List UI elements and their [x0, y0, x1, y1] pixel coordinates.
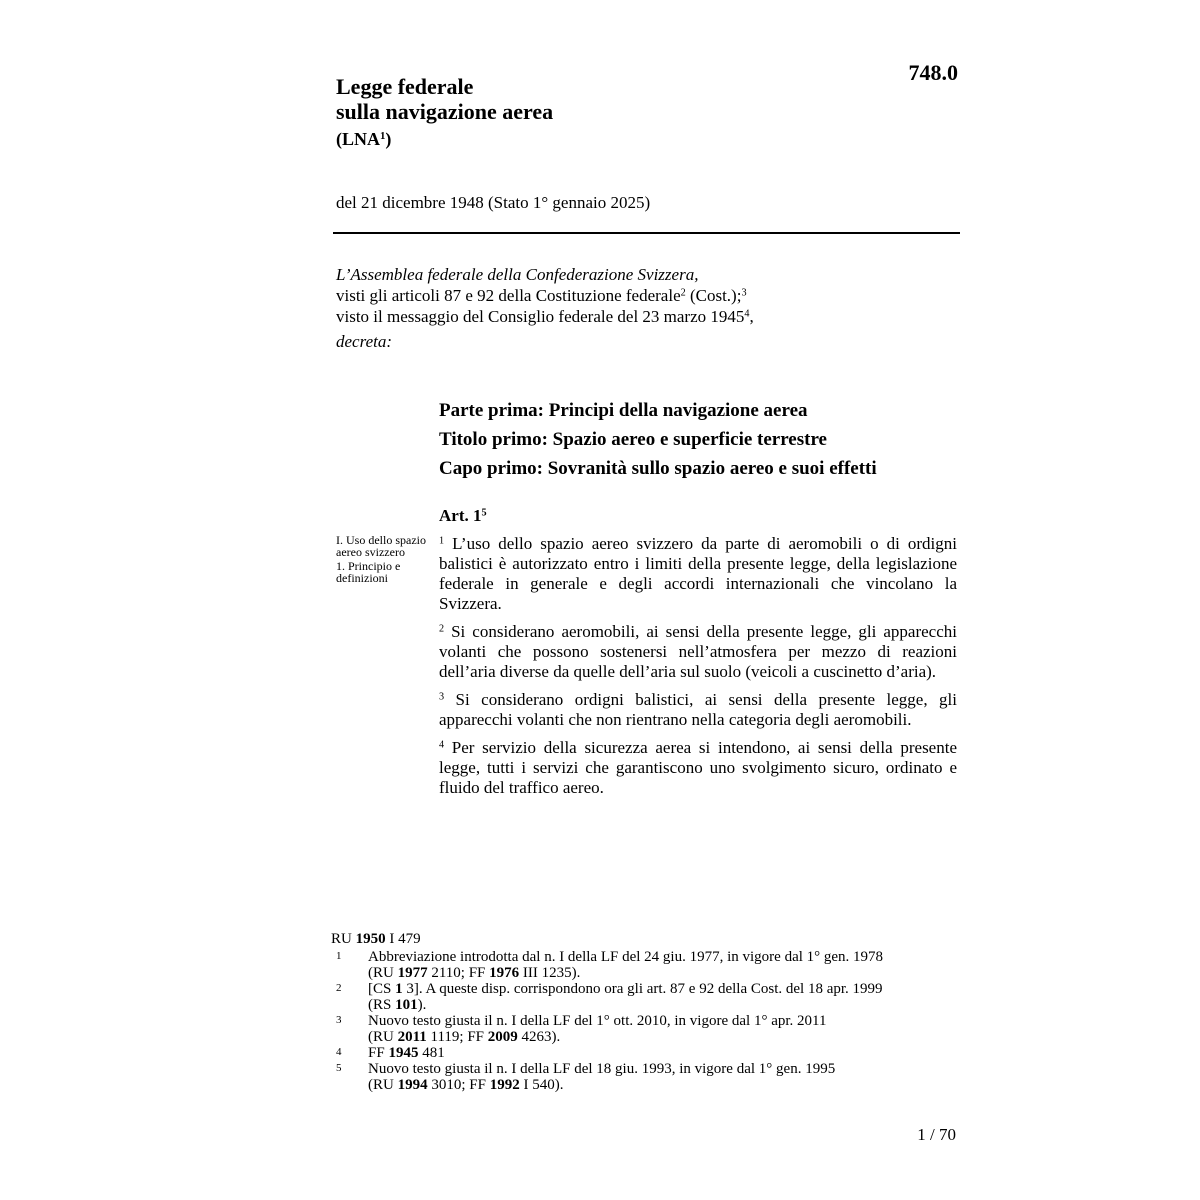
- source-rest: I 479: [385, 931, 421, 947]
- paragraph-number: 3: [439, 691, 445, 703]
- article-title: [439, 506, 487, 526]
- footnote-2: [331, 981, 961, 1013]
- preamble-message-end: ,: [749, 307, 754, 326]
- source-prefix: RU: [331, 931, 356, 947]
- citation-year: 2009: [487, 1029, 518, 1045]
- paragraph-text: Si considerano aeromobili, ai sensi della presente legge, gli apparecchi volanti che possono sostenersi nell’atmosfera per mezzo di reazioni dell’aria diverse da quelle dell’aria sul suolo (veicoli a cuscinetto d’aria).: [439, 622, 957, 681]
- publication-source: [331, 931, 961, 947]
- citation-year: 1994: [397, 1077, 428, 1093]
- citation-part: FF: [368, 1045, 389, 1061]
- citation-year: 1992: [489, 1077, 520, 1093]
- footnote-citation: [368, 1045, 961, 1061]
- footnote-4: [331, 1045, 961, 1061]
- footnote-number: 5: [336, 1062, 342, 1074]
- margin-notes: [336, 534, 428, 586]
- footnote-citation: [368, 1029, 961, 1045]
- citation-year: 1976: [489, 965, 520, 981]
- footnotes: [331, 931, 961, 1093]
- preamble-assembly: L’Assemblea federale della Confederazione Svizzera,: [336, 265, 699, 284]
- margin-note: I. Uso dello spazio aereo svizzero: [336, 533, 426, 559]
- footnote-citation: [368, 1077, 961, 1093]
- preamble-constitution-text: visti gli articoli 87 e 92 della Costituzione federale: [336, 286, 681, 305]
- citation-bold: 101: [395, 997, 418, 1013]
- title-heading: Titolo primo: Spazio aereo e superficie terrestre: [439, 429, 827, 450]
- title-line-2: sulla navigazione aerea: [336, 99, 554, 124]
- citation-part: III 1235).: [519, 965, 581, 981]
- footnote-number: 4: [336, 1046, 342, 1058]
- footnote-number: 1: [336, 950, 342, 962]
- citation-part: I 540).: [519, 1077, 564, 1093]
- preamble: [336, 264, 956, 352]
- citation-part: 2110; FF: [427, 965, 490, 981]
- citation-part: (RU: [368, 1077, 398, 1093]
- document-title: [336, 74, 553, 124]
- source-year: 1950: [355, 931, 386, 947]
- margin-note: 1. Principio e definizioni: [336, 559, 401, 585]
- abbreviation-text: (LNA: [336, 129, 380, 149]
- footnote-citation: [368, 965, 961, 981]
- citation-year: 2011: [397, 1029, 427, 1045]
- citation-part: 3010; FF: [427, 1077, 490, 1093]
- footnote-text: Nuovo testo giusta il n. I della LF del 18 giu. 1993, in vigore dal 1° gen. 1995: [368, 1061, 836, 1077]
- preamble-cost: (Cost.);: [685, 286, 742, 305]
- abbreviation-close: ): [385, 129, 392, 149]
- citation-year: 1945: [388, 1045, 419, 1061]
- sr-number: 748.0: [908, 60, 958, 85]
- article-paragraph: [439, 690, 957, 730]
- preamble-message-text: visto il messaggio del Consiglio federale del 23 marzo 1945: [336, 307, 745, 326]
- footnote-5: [331, 1061, 961, 1093]
- footnote-ref-4[interactable]: 4: [744, 308, 750, 320]
- footnote-1: [331, 949, 961, 981]
- citation-part: 3]. A queste disp. corrispondono ora gli art. 87 e 92 della Cost. del 18 apr. 1999: [402, 981, 883, 997]
- citation-part: (RU: [368, 965, 398, 981]
- article-paragraph: [439, 534, 957, 614]
- article-title-text: Art. 1: [439, 506, 482, 525]
- footnote-ref-3[interactable]: 3: [741, 287, 747, 299]
- citation-part: 4263).: [517, 1029, 561, 1045]
- footnote-ref-5[interactable]: 5: [481, 507, 487, 519]
- date-line: del 21 dicembre 1948 (Stato 1° gennaio 2025): [336, 193, 651, 212]
- paragraph-number: 2: [439, 623, 445, 635]
- preamble-decreta: decreta:: [336, 332, 393, 351]
- footnote-ref-1[interactable]: 1: [380, 130, 386, 143]
- document-abbreviation: [336, 129, 391, 150]
- citation-part: 481: [418, 1045, 445, 1061]
- paragraph-text: Per servizio della sicurezza aerea si intendono, ai sensi della presente legge, tutti i servizi che garantiscono uno svolgimento sicuro, ordinato e fluido del traffico aereo.: [439, 738, 957, 797]
- footnote-3: [331, 1013, 961, 1045]
- horizontal-rule: [333, 232, 960, 234]
- paragraph-text: Si considerano ordigni balistici, ai sensi della presente legge, gli apparecchi volanti che non rientrano nella categoria degli aeromobili.: [439, 690, 957, 729]
- page-number: 1 / 70: [917, 1125, 956, 1144]
- citation-part: (RS: [368, 997, 396, 1013]
- citation-part: (RU: [368, 1029, 398, 1045]
- chapter-heading: Capo primo: Sovranità sullo spazio aereo e suoi effetti: [439, 458, 877, 479]
- section-headings: [439, 398, 959, 485]
- article-paragraphs: [439, 534, 957, 806]
- footnote-text: Abbreviazione introdotta dal n. I della LF del 24 giu. 1977, in vigore dal 1° gen. 1978: [368, 949, 884, 965]
- footnote-ref-2[interactable]: 2: [680, 287, 686, 299]
- citation-part: 1119; FF: [426, 1029, 488, 1045]
- article-paragraph: [439, 738, 957, 798]
- paragraph-text: L’uso dello spazio aereo svizzero da parte di aeromobili o di ordigni balistici è autorizzato entro i limiti della presente legge, della legislazione federale in generale e degli accordi internazionali che vincolano la Svizzera.: [439, 534, 957, 613]
- footnote-citation: [368, 997, 961, 1013]
- footnote-text: [368, 981, 961, 997]
- article-paragraph: [439, 622, 957, 682]
- paragraph-number: 4: [439, 739, 445, 751]
- part-heading: Parte prima: Principi della navigazione aerea: [439, 400, 808, 421]
- footnote-number: 2: [336, 982, 342, 994]
- paragraph-number: 1: [439, 535, 445, 547]
- citation-bold: 1: [395, 981, 403, 997]
- title-line-1: Legge federale: [336, 74, 474, 99]
- citation-year: 1977: [397, 965, 428, 981]
- citation-part: [CS: [368, 981, 396, 997]
- footnote-number: 3: [336, 1014, 342, 1026]
- footnote-text: Nuovo testo giusta il n. I della LF del 1° ott. 2010, in vigore dal 1° apr. 2011: [368, 1013, 827, 1029]
- preamble-constitution: [336, 285, 956, 306]
- citation-part: ).: [417, 997, 427, 1013]
- preamble-message: [336, 306, 956, 327]
